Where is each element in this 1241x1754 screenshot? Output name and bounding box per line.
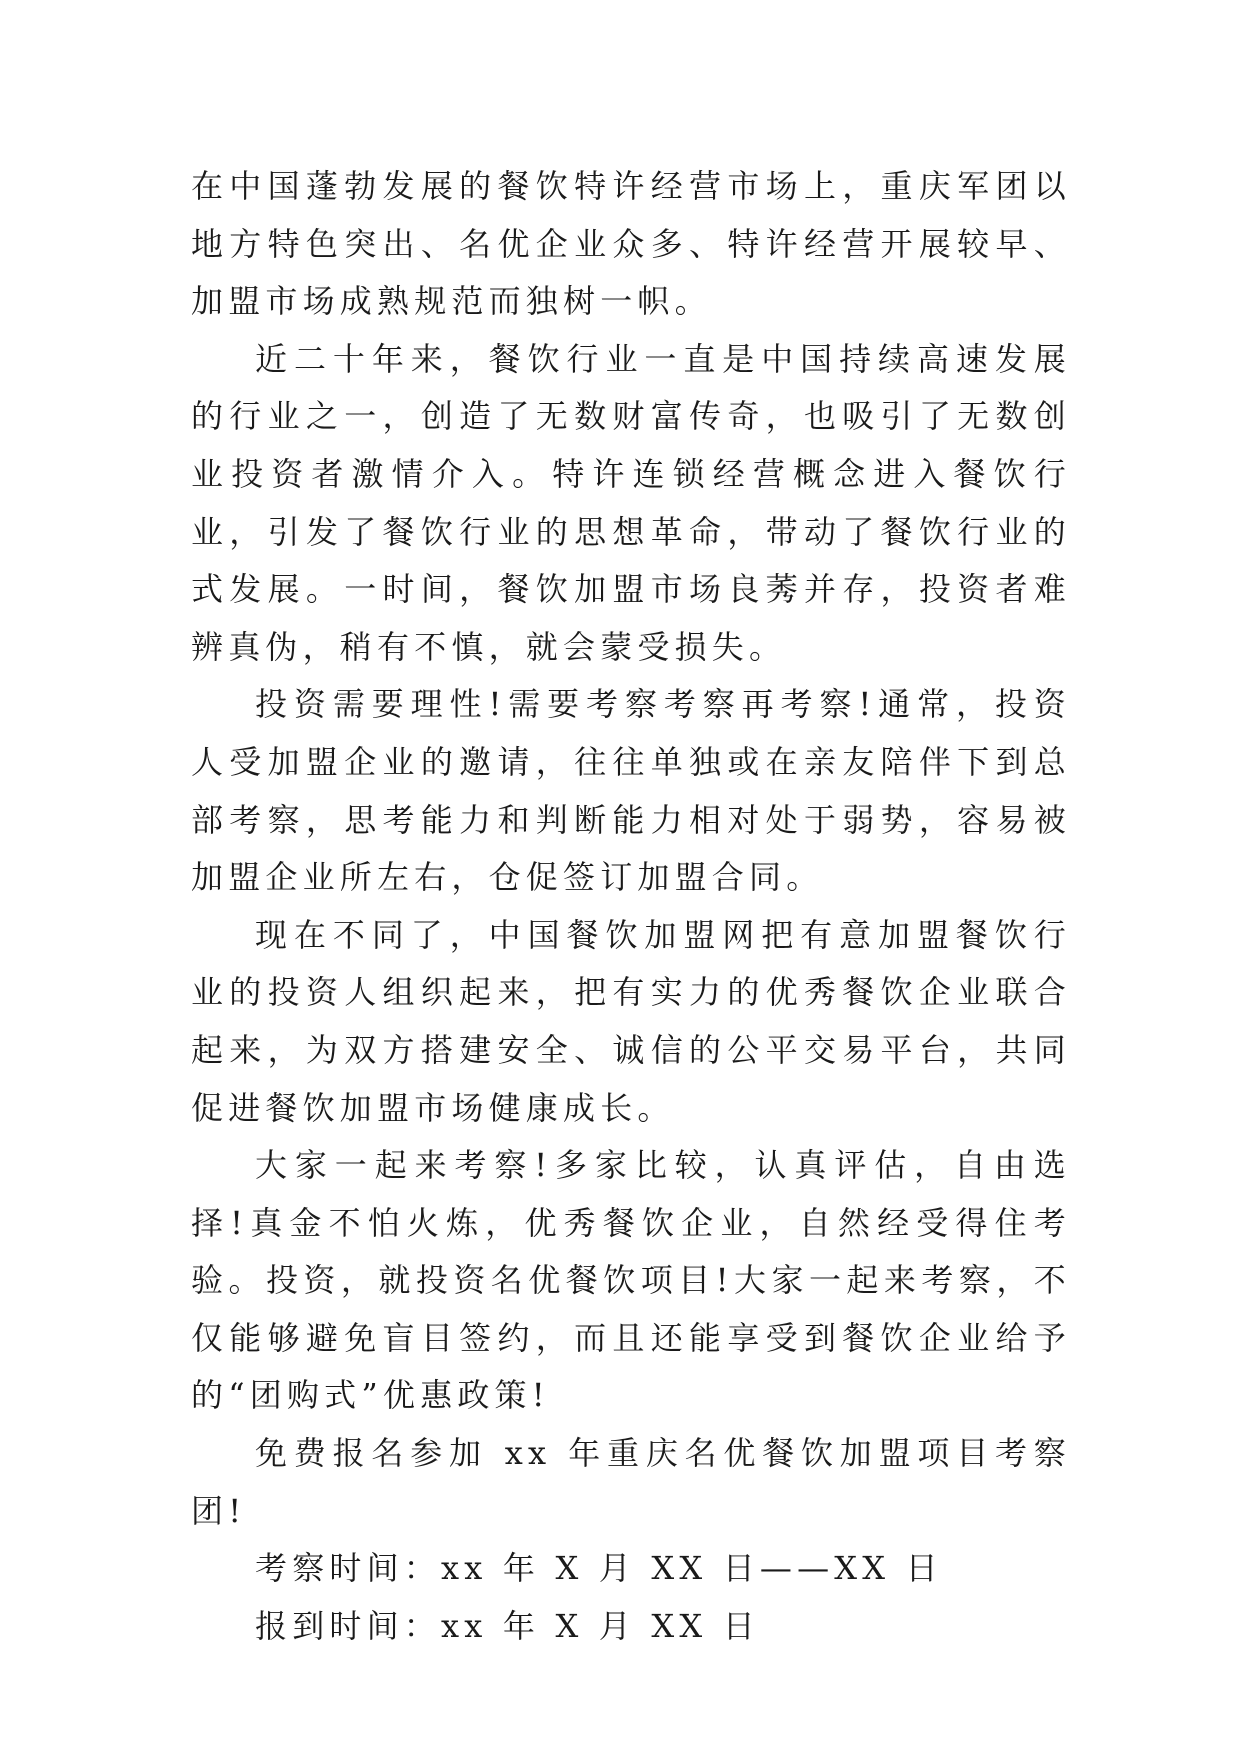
paragraph-3: 投资需要理性!需要考察考察再考察!通常，投资人受加盟企业的邀请，往往单独或在亲友陪伴下到总部考察，思考能力和判断能力相对处于弱势，容易被加盟企业所左右，仓促签订加盟合同。 xyxy=(191,685,1071,897)
document-body xyxy=(191,158,1071,1655)
registration-time-line: 报到时间：xx 年 X 月 XX 日 xyxy=(255,1606,760,1645)
inspection-time-line: 考察时间：xx 年 X 月 XX 日——XX 日 xyxy=(255,1549,943,1588)
paragraph-2: 近二十年来，餐饮行业一直是中国持续高速发展的行业之一，创造了无数财富传奇，也吸引了无数创业投资者激情介入。特许连锁经营概念进入餐饮行业，引发了餐饮行业的思想革命，带动了餐饮行业的式发展。一时间，餐饮加盟市场良莠并存，投资者难辨真伪，稍有不慎，就会蒙受损失。 xyxy=(191,339,1071,666)
paragraph-6: 免费报名参加 xx 年重庆名优餐饮加盟项目考察团! xyxy=(191,1434,1071,1530)
paragraph-5: 大家一起来考察!多家比较，认真评估，自由选择!真金不怕火炼，优秀餐饮企业，自然经受得住考验。投资，就投资名优餐饮项目!大家一起来考察，不仅能够避免盲目签约，而且还能享受到餐饮企业给予的“团购式”优惠政策! xyxy=(191,1146,1071,1415)
paragraph-4: 现在不同了，中国餐饮加盟网把有意加盟餐饮行业的投资人组织起来，把有实力的优秀餐饮企业联合起来，为双方搭建安全、诚信的公平交易平台，共同促进餐饮加盟市场健康成长。 xyxy=(191,915,1071,1127)
paragraph-1: 在中国蓬勃发展的餐饮特许经营市场上，重庆军团以地方特色突出、名优企业众多、特许经营开展较早、加盟市场成熟规范而独树一帜。 xyxy=(191,167,1071,321)
